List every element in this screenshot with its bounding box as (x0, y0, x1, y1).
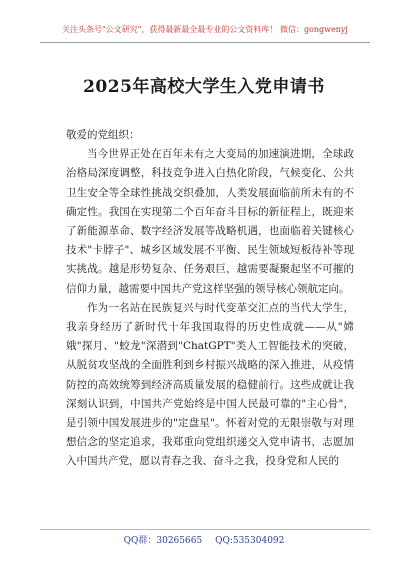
paragraph-2: 作为一名站在民族复兴与时代变革交汇点的当代大学生，我亲身经历了新时代十年我国取得的历史性成就——从"嫦娥"探月、"蛟龙"深潜到"ChatGPT"类人工智能技术的突破，从脱贫攻坚战的全面胜利到乡村振兴战略的深入推进，从疫情防控的高效统筹到经济高质量发展的稳健前行。这些成就让我深刻认识到，中国共产党始终是中国人民最可靠的"主心骨"，是引领中国发展进步的"定盘星"。怀着对党的无限崇敬与对理想信念的坚定追求，我郑重向党组织递交入党申请书，志愿加入中国共产党，愿以青春之我、奋斗之我，投身党和人民的 (66, 301, 354, 468)
paragraph-1: 当今世界正处在百年未有之大变局的加速演进期，全球政治格局深度调整，科技竞争进入白热化阶段，气候变化、公共卫生安全等全球性挑战交织叠加，人类发展面临前所未有的不确定性。我国在实现第二个百年奋斗目标的新征程上，既迎来了新能源革命、数字经济发展等战略机遇，也面临着关键核心技术"卡脖子"、城乡区域发展不平衡、民生领域短板待补等现实挑战。越是形势复杂、任务艰巨，越需要凝聚起坚不可摧的信仰力量，越需要中国共产党这样坚强的领导核心领航定向。 (66, 148, 354, 295)
footer-qq: QQ:535304092 (215, 536, 285, 546)
header-divider (40, 42, 370, 43)
document-title: 2025年高校大学生入党申请书 (83, 77, 325, 97)
footer (0, 533, 408, 546)
footer-qq-group: QQ群：30265665 (123, 536, 203, 546)
footer-divider (40, 529, 370, 530)
header-notice: 关注头条号"公文研究"，获得最新最全最专业的公文资料库！ 微信：gongwenyj (62, 25, 348, 34)
document-body (66, 126, 354, 472)
salutation: 敬爱的党组织： (66, 129, 140, 141)
